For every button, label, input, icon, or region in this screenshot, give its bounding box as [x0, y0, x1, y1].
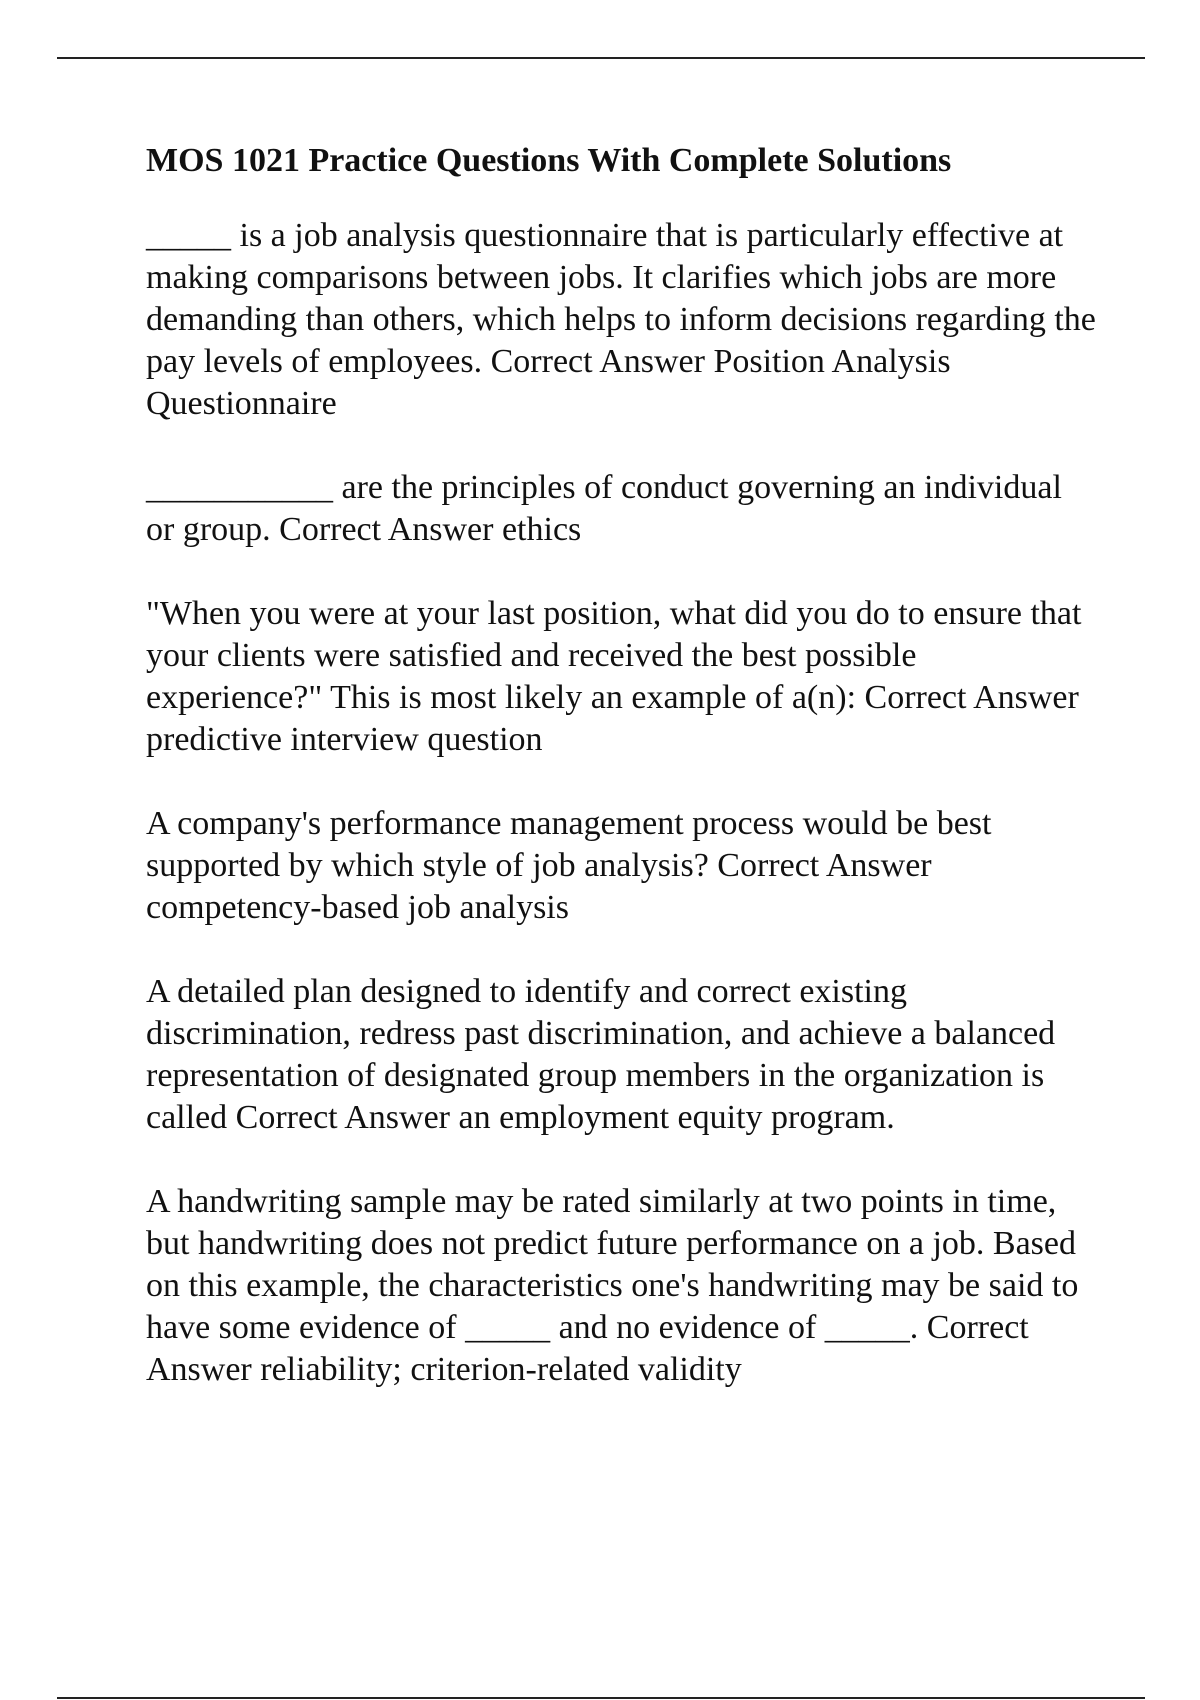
top-divider	[57, 57, 1145, 59]
question-answer-4: A company's performance management process would be best supported by which style of job analysis? Correct Answer competency-based job analysis	[146, 804, 992, 926]
question-answer-5: A detailed plan designed to identify and correct existing discrimination, redress past discrimination, and achieve a balanced representation of designated group members in the organization is called Correct Answer an employment equity program.	[146, 972, 1056, 1136]
document-title: MOS 1021 Practice Questions With Complete Solutions	[146, 142, 952, 179]
document-body	[146, 140, 1096, 1433]
bottom-divider	[57, 1697, 1145, 1699]
question-answer-2: ___________ are the principles of conduct governing an individual or group. Correct Answer ethics	[146, 468, 1062, 548]
question-answer-3: "When you were at your last position, what did you do to ensure that your clients were satisfied and received the best possible experience?" This is most likely an example of a(n): Correct Answer predictive interview question	[146, 594, 1082, 758]
question-answer-1: _____ is a job analysis questionnaire that is particularly effective at making comparisons between jobs. It clarifies which jobs are more demanding than others, which helps to inform decisions regarding the pay levels of employees. Correct Answer Position Analysis Questionnaire	[146, 216, 1096, 422]
question-answer-6: A handwriting sample may be rated similarly at two points in time, but handwriting does not predict future performance on a job. Based on this example, the characteristics one's handwriting may be said to have some evidence of _____ and no evidence of _____. Correct Answer reliability; criterion-related validity	[146, 1182, 1079, 1388]
